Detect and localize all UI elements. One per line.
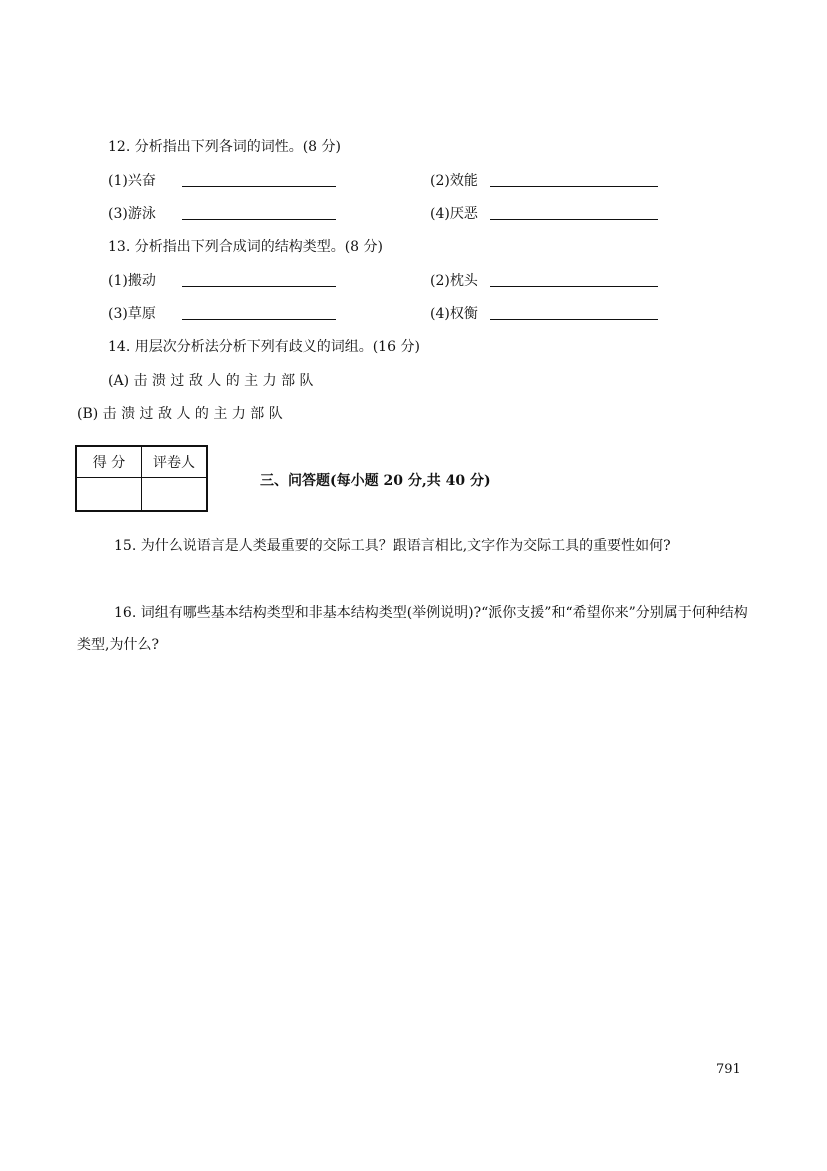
q12-title: 12. 分析指出下列各词的词性。(8 分) <box>108 139 341 155</box>
q13-item-4: (4)权衡 <box>430 306 478 322</box>
q12-item-2: (2)效能 <box>430 173 478 189</box>
q12-answer-line-3[interactable] <box>182 219 336 220</box>
q13-answer-line-1[interactable] <box>182 286 336 287</box>
q12-answer-line-1[interactable] <box>182 186 336 187</box>
q12-item-1: (1)兴奋 <box>108 173 156 189</box>
q14-phrase-b: (B) 击 溃 过 敌 人 的 主 力 部 队 <box>77 406 283 422</box>
grader-cell[interactable] <box>142 478 208 512</box>
page-number: 791 <box>716 1062 741 1077</box>
q13-answer-line-2[interactable] <box>490 286 658 287</box>
q12-item-4: (4)厌恶 <box>430 206 478 222</box>
q15-text: 15. 为什么说语言是人类最重要的交际工具？跟语言相比,文字作为交际工具的重要性如何? <box>114 538 671 554</box>
q13-title: 13. 分析指出下列合成词的结构类型。(8 分) <box>108 239 383 255</box>
section-3-title: 三、问答题(每小题 20 分,共 40 分) <box>260 473 491 489</box>
grader-header: 评卷人 <box>142 446 208 478</box>
q12-answer-line-4[interactable] <box>490 219 658 220</box>
q13-item-3: (3)草原 <box>108 306 156 322</box>
q14-phrase-a: (A) 击 溃 过 敌 人 的 主 力 部 队 <box>108 373 314 389</box>
q13-item-2: (2)枕头 <box>430 273 478 289</box>
q14-title: 14. 用层次分析法分析下列有歧义的词组。(16 分) <box>108 339 420 355</box>
q13-answer-line-4[interactable] <box>490 319 658 320</box>
score-header: 得 分 <box>76 446 142 478</box>
score-cell[interactable] <box>76 478 142 512</box>
q13-item-1: (1)搬动 <box>108 273 156 289</box>
q12-item-3: (3)游泳 <box>108 206 156 222</box>
q16-text: 16. 词组有哪些基本结构类型和非基本结构类型(举例说明)?“派你支援”和“希望你来”分别属于何种结构类型,为什么? <box>77 605 748 653</box>
q12-answer-line-2[interactable] <box>490 186 658 187</box>
score-table <box>75 445 208 512</box>
q13-answer-line-3[interactable] <box>182 319 336 320</box>
